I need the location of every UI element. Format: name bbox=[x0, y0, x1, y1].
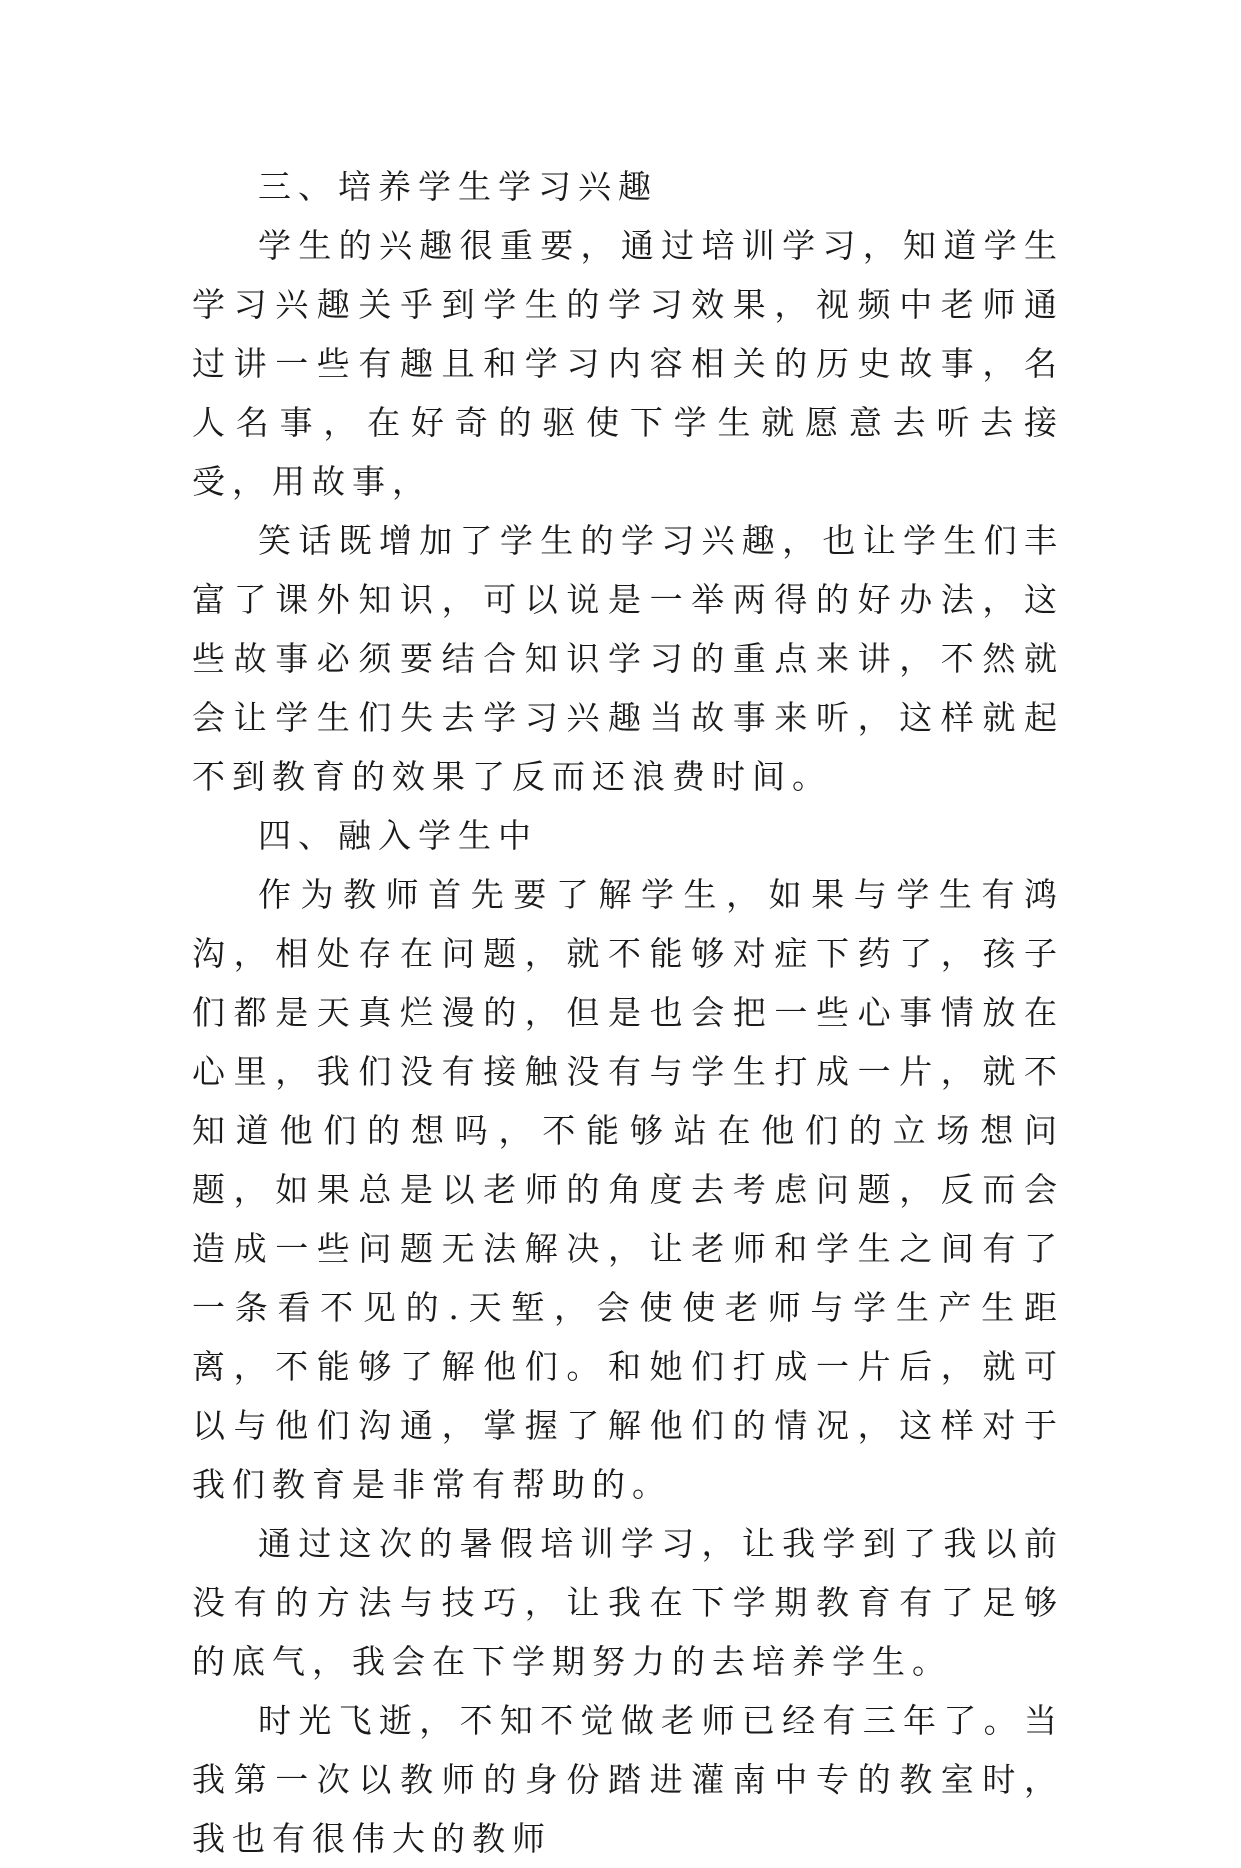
section-heading-integrate-with-students: 四、融入学生中 bbox=[258, 816, 538, 855]
body-paragraph: 学生的兴趣很重要，通过培训学习，知道学生学习兴趣关乎到学生的学习效果，视频中老师通过讲一些有趣且和学习内容相关的历史故事，名人名事，在好奇的驱使下学生就愿意去听去接受，用故事， bbox=[192, 226, 1064, 501]
body-paragraph: 作为教师首先要了解学生，如果与学生有鸿沟，相处存在问题，就不能够对症下药了，孩子们都是天真烂漫的，但是也会把一些心事情放在心里，我们没有接触没有与学生打成一片，就不知道他们的想吗，不能够站在他们的立场想问题，如果总是以老师的角度去考虑问题，反而会造成一些问题无法解决，让老师和学生之间有了一条看不见的.天堑，会使使老师与学生产生距离，不能够了解他们。和她们打成一片后，就可以与他们沟通，掌握了解他们的情况，这样对于我们教育是非常有帮助的。 bbox=[192, 875, 1064, 1504]
body-paragraph: 笑话既增加了学生的学习兴趣，也让学生们丰富了课外知识，可以说是一举两得的好办法，这些故事必须要结合知识学习的重点来讲，不然就会让学生们失去学习兴趣当故事来听，这样就起不到教育的效果了反而还浪费时间。 bbox=[192, 521, 1064, 796]
document-body bbox=[192, 157, 1064, 1868]
body-paragraph: 通过这次的暑假培训学习，让我学到了我以前没有的方法与技巧，让我在下学期教育有了足够的底气，我会在下学期努力的去培养学生。 bbox=[192, 1524, 1064, 1681]
section-heading-cultivate-interest: 三、培养学生学习兴趣 bbox=[258, 167, 658, 206]
body-paragraph: 时光飞逝，不知不觉做老师已经有三年了。当我第一次以教师的身份踏进灌南中专的教室时，我也有很伟大的教师 bbox=[192, 1701, 1064, 1858]
